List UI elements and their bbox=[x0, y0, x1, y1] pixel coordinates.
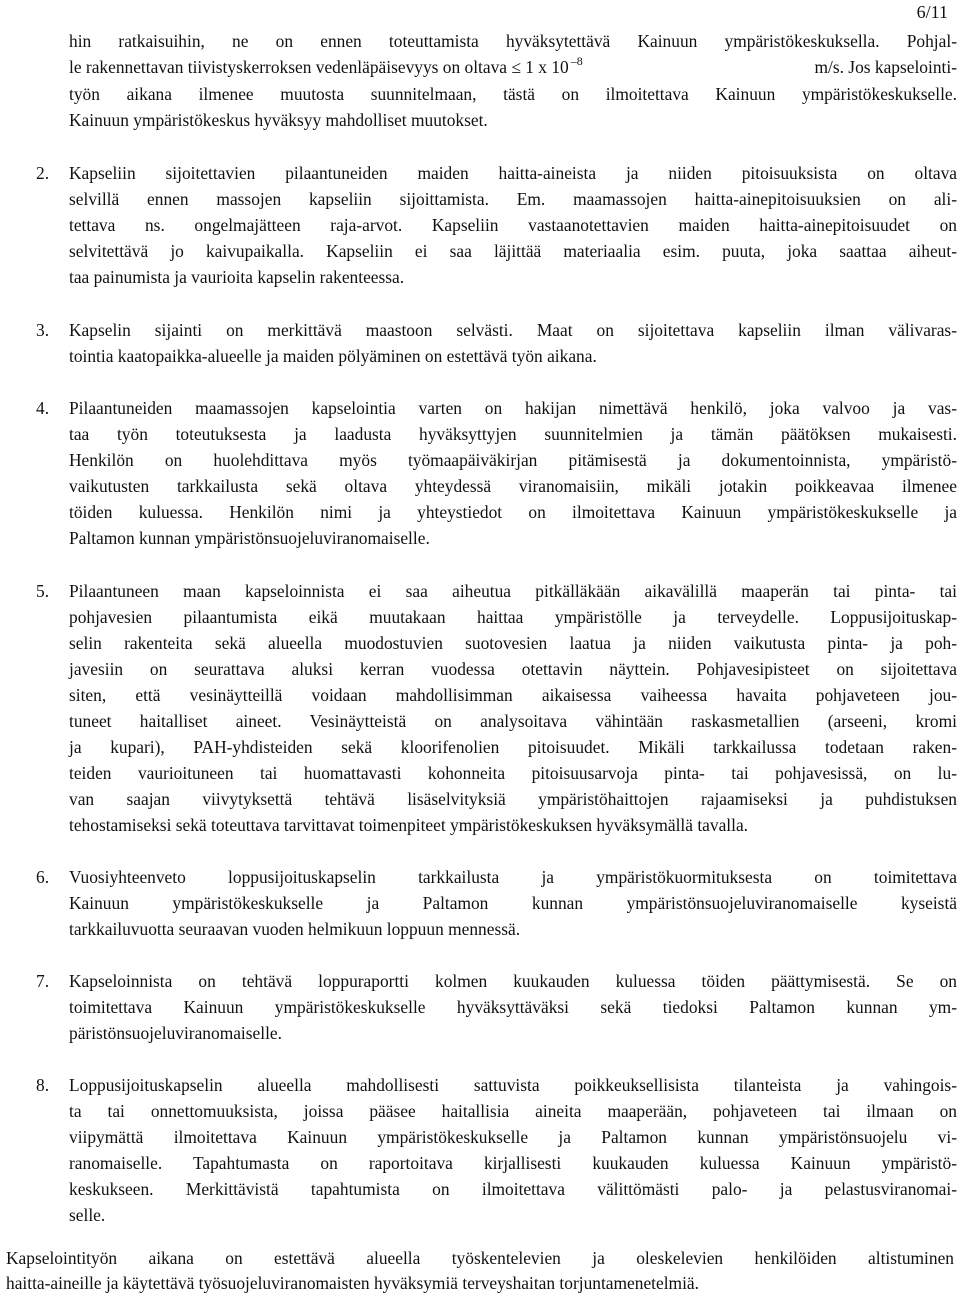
intro-line bbox=[69, 54, 957, 77]
intro-line-tail: m/s. Jos kapselointi- bbox=[814, 57, 957, 77]
item-line: Henkilön on huolehdittava myös työmaapäiväkirjan pitämisestä ja dokumentoinnista, ympäristö- bbox=[69, 450, 957, 470]
item-line: selvitettävä jo kaivupaikalla. Kapseliin ei saa läjittää materiaalia esim. puuta, joka saattaa aiheut- bbox=[69, 241, 957, 261]
item-line: viipymättä ilmoitettava Kainuun ympäristökeskukselle ja Paltamon kunnan ympäristönsuojelu vi- bbox=[69, 1127, 957, 1147]
item-number: 5. bbox=[36, 581, 50, 601]
item-line: Kapselin sijainti on merkittävä maastoon selvästi. Maat on sijoitettava kapseliin ilman välivaras- bbox=[69, 320, 957, 340]
item-line: Kapseloinnista on tehtävä loppuraportti kolmen kuukauden kuluessa töiden päättymisestä. Se on bbox=[69, 971, 957, 991]
item-line: toimitettava Kainuun ympäristökeskukselle hyväksyttäväksi sekä tiedoksi Paltamon kunnan ym- bbox=[69, 997, 957, 1017]
item-line: Kainuun ympäristökeskukselle ja Paltamon kunnan ympäristönsuojeluviranomaiselle kyseistä bbox=[69, 893, 957, 913]
item-line: selvillä ennen massojen kapseliin sijoittamista. Em. maamassojen haitta-ainepitoisuuksien on ali- bbox=[69, 189, 957, 209]
item-line: tehostamiseksi sekä toteuttava tarvittavat toimenpiteet ympäristökeskuksen hyväksymällä tavalla. bbox=[69, 815, 749, 835]
item-line: tettava ns. ongelmajätteen raja-arvot. Kapseliin vastaanotettavien maiden haitta-ainepitoisuudet on bbox=[69, 215, 957, 235]
item-line: vaikutusten tarkkailusta sekä oltava yhteydessä viranomaisiin, mikäli jotakin poikkeavaa ilmenee bbox=[69, 476, 957, 496]
exponent: –8 bbox=[570, 54, 583, 68]
item-number: 6. bbox=[36, 867, 50, 887]
item-line: siten, että vesinäytteillä voidaan mahdollisimman aikaisessa vaiheessa havaita pohjaveteen jou- bbox=[69, 685, 957, 705]
item-line: keskukseen. Merkittävistä tapahtumista on ilmoitettava välittömästi palo- ja pelastusviranomai- bbox=[69, 1179, 957, 1199]
item-line: selin rakenteita sekä alueella muodostuvien suotovesien laatua ja niiden vaikutusta pinta- ja poh- bbox=[69, 633, 957, 653]
item-line: tointia kaatopaikka-alueelle ja maiden pölyäminen on estettävä työn aikana. bbox=[69, 346, 597, 366]
item-line: Paltamon kunnan ympäristönsuojeluviranomaiselle. bbox=[69, 528, 430, 548]
item-line: tarkkailuvuotta seuraavan vuoden helmikuun loppuun mennessä. bbox=[69, 919, 521, 939]
footer-line: Kapselointityön aikana on estettävä alueella työskentelevien ja oleskelevien henkilöiden altistuminen bbox=[6, 1248, 954, 1268]
item-line: tuneet haitalliset aineet. Vesinäytteistä on analysoitava vähintään raskasmetallien (arseeni, kromi bbox=[69, 711, 957, 731]
item-line: töiden kuluessa. Henkilön nimi ja yhteystiedot on ilmoitettava Kainuun ympäristökeskukselle ja bbox=[69, 502, 957, 522]
item-line: Kapseliin sijoitettavien pilaantuneiden maiden haitta-aineista ja niiden pitoisuuksista on oltava bbox=[69, 163, 957, 183]
page-number: 6/11 bbox=[916, 2, 948, 22]
item-number: 4. bbox=[36, 398, 50, 418]
item-line: Loppusijoituskapselin alueella mahdollisesti sattuvista poikkeuksellisista tilanteista ja vahingois- bbox=[69, 1075, 957, 1095]
intro-line-text: le rakennettavan tiivistyskerroksen vedenläpäisevyys on oltava ≤ 1 x 10 bbox=[69, 57, 569, 77]
item-line: javesiin on seurattava aluksi kerran vuodessa otettavin näyttein. Pohjavesipisteet on sijoitettava bbox=[69, 659, 957, 679]
item-line: van saajan viivytyksettä tehtävä lisäselvityksiä ympäristöhaittojen rajaamiseksi ja puhdistuksen bbox=[69, 789, 957, 809]
item-line: pohjavesien pilaantumista eikä muutakaan haittaa ympäristölle ja terveydelle. Loppusijoituskap- bbox=[69, 607, 957, 627]
item-number: 3. bbox=[36, 320, 50, 340]
item-line: taa painumista ja vaurioita kapselin rakenteessa. bbox=[69, 267, 405, 287]
item-line: selle. bbox=[69, 1205, 106, 1225]
item-number: 7. bbox=[36, 971, 50, 991]
item-number: 2. bbox=[36, 163, 50, 183]
footer-line: haitta-aineille ja käytettävä työsuojeluviranomaisten hyväksymiä terveyshaitan torjuntamenetelmiä. bbox=[6, 1273, 699, 1293]
item-number: 8. bbox=[36, 1075, 50, 1095]
intro-line: työn aikana ilmenee muutosta suunnitelmaan, tästä on ilmoitettava Kainuun ympäristökeskukselle. bbox=[69, 84, 957, 104]
item-line: teiden vaurioituneen tai huomattavasti kohonneita pitoisuusarvoja pinta- tai pohjavesissä, on lu- bbox=[69, 763, 957, 783]
item-line: päristönsuojeluviranomaiselle. bbox=[69, 1023, 282, 1043]
item-line: ranomaiselle. Tapahtumasta on raportoitava kirjallisesti kuukauden kuluessa Kainuun ympäristö- bbox=[69, 1153, 957, 1173]
intro-line: hin ratkaisuihin, ne on ennen toteuttamista hyväksytettävä Kainuun ympäristökeskuksella. Pohjal- bbox=[69, 31, 957, 51]
item-line: Pilaantuneiden maamassojen kapselointia varten on hakijan nimettävä henkilö, joka valvoo ja vas- bbox=[69, 398, 957, 418]
item-line: taa työn toteutuksesta ja laadusta hyväksyttyjen suunnitelmien ja tämän päätöksen mukaisesti. bbox=[69, 424, 957, 444]
item-line: ta tai onnettomuuksista, joissa pääsee haitallisia aineita maaperään, pohjaveteen tai ilmaan on bbox=[69, 1101, 957, 1121]
item-line: Pilaantuneen maan kapseloinnista ei saa aiheutua pitkälläkään aikavälillä maaperän tai pinta- tai bbox=[69, 581, 957, 601]
intro-line: Kainuun ympäristökeskus hyväksyy mahdolliset muutokset. bbox=[69, 110, 488, 130]
item-line: Vuosiyhteenveto loppusijoituskapselin tarkkailusta ja ympäristökuormituksesta on toimitettava bbox=[69, 867, 957, 887]
item-line: ja kupari), PAH-yhdisteiden sekä kloorifenolien pitoisuudet. Mikäli tarkkailussa todetaan raken- bbox=[69, 737, 957, 757]
